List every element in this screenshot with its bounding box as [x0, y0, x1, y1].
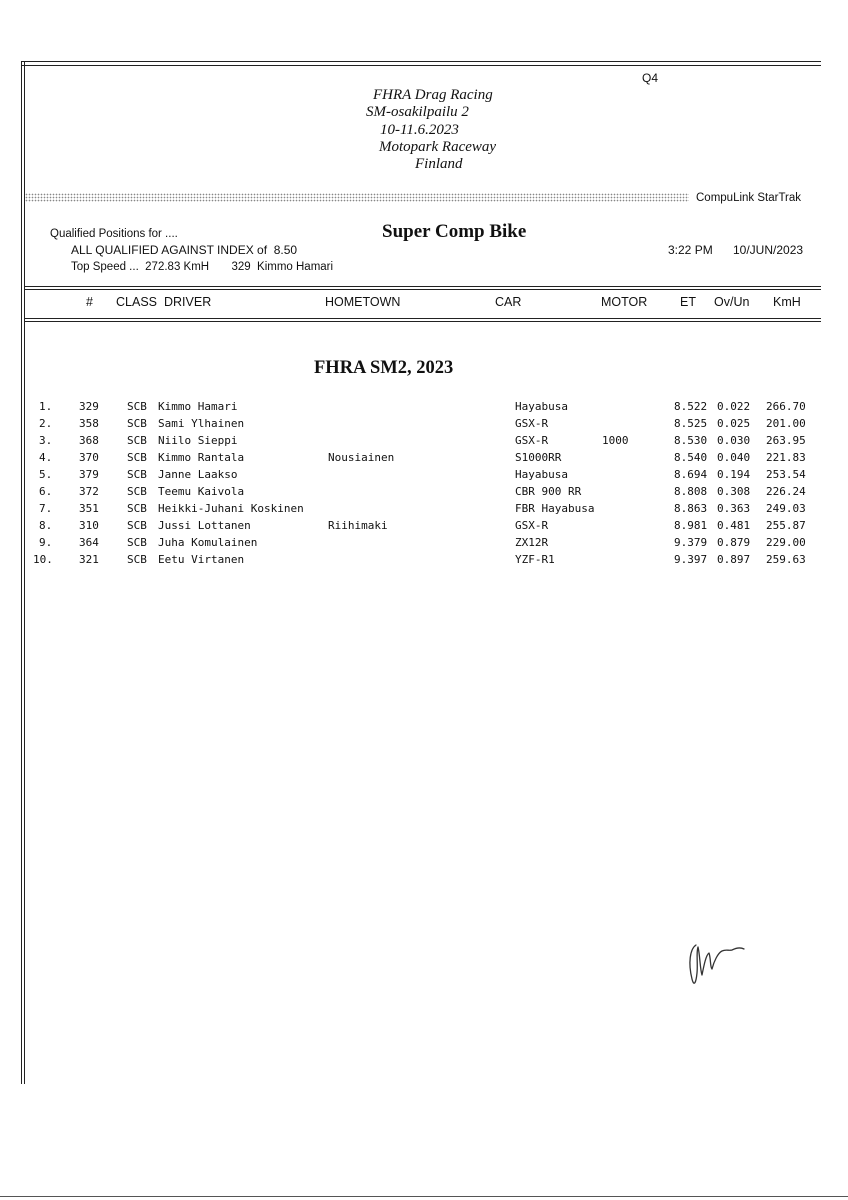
row-driver: Kimmo Rantala — [158, 451, 245, 464]
col-header-kmh: KmH — [773, 295, 801, 309]
row-number: 329 — [79, 400, 99, 413]
row-position: 1. — [39, 400, 53, 413]
table-row — [0, 485, 848, 502]
frame-left-line — [21, 62, 22, 1084]
col-header-et: ET — [680, 295, 696, 309]
col-header-hometown: HOMETOWN — [325, 295, 401, 309]
row-et: 8.981 — [674, 519, 708, 532]
table-row — [0, 400, 848, 417]
row-number: 364 — [79, 536, 99, 549]
row-class: SCB — [127, 553, 147, 566]
row-position: 6. — [39, 485, 53, 498]
report-time: 3:22 PM — [668, 243, 713, 257]
index-line: ALL QUALIFIED AGAINST INDEX of 8.50 — [71, 243, 298, 257]
qualified-for-label: Qualified Positions for .... — [50, 228, 178, 240]
row-class: SCB — [127, 400, 147, 413]
frame-top-line-inner — [21, 65, 821, 66]
section-title: FHRA SM2, 2023 — [314, 358, 454, 378]
class-title: Super Comp Bike — [382, 221, 527, 242]
row-kmh: 226.24 — [766, 485, 806, 498]
frame-top-line — [21, 61, 821, 62]
row-class: SCB — [127, 451, 147, 464]
row-number: 379 — [79, 468, 99, 481]
row-et: 8.522 — [674, 400, 708, 413]
row-driver: Janne Laakso — [158, 468, 238, 481]
row-class: SCB — [127, 417, 147, 430]
row-ovun: 0.194 — [717, 468, 751, 481]
table-row — [0, 553, 848, 570]
row-et: 8.525 — [674, 417, 708, 430]
col-header-driver: DRIVER — [164, 295, 212, 309]
row-ovun: 0.022 — [717, 400, 751, 413]
event-venue: Motopark Raceway — [379, 139, 497, 155]
row-car: S1000RR — [515, 451, 562, 464]
row-number: 370 — [79, 451, 99, 464]
q-label: Q4 — [642, 71, 659, 85]
event-subtitle: SM-osakilpailu 2 — [366, 104, 469, 120]
page-bottom-edge — [0, 1196, 848, 1197]
row-position: 10. — [33, 553, 53, 566]
row-ovun: 0.363 — [717, 502, 751, 515]
row-ovun: 0.879 — [717, 536, 751, 549]
top-speed-line: Top Speed ... 272.83 KmH 329 Kimmo Hamari — [71, 261, 334, 273]
header-rule-top-2 — [24, 289, 821, 290]
row-et: 8.530 — [674, 434, 708, 447]
row-driver: Niilo Sieppi — [158, 434, 238, 447]
row-car: GSX-R — [515, 417, 549, 430]
header-rule-top — [24, 286, 821, 287]
row-number: 310 — [79, 519, 99, 532]
row-car: CBR 900 RR — [515, 485, 582, 498]
row-driver: Juha Komulainen — [158, 536, 258, 549]
table-row — [0, 519, 848, 536]
table-row — [0, 417, 848, 434]
row-ovun: 0.481 — [717, 519, 751, 532]
row-driver: Jussi Lottanen — [158, 519, 251, 532]
col-header-num: # — [86, 295, 93, 309]
row-ovun: 0.030 — [717, 434, 751, 447]
row-number: 368 — [79, 434, 99, 447]
col-header-car: CAR — [495, 295, 522, 309]
report-date: 10/JUN/2023 — [733, 243, 804, 257]
row-kmh: 221.83 — [766, 451, 806, 464]
table-row — [0, 451, 848, 468]
row-car: Hayabusa — [515, 400, 568, 413]
event-dates: 10-11.6.2023 — [380, 122, 459, 138]
row-et: 8.863 — [674, 502, 708, 515]
row-ovun: 0.040 — [717, 451, 751, 464]
table-row — [0, 434, 848, 451]
event-country: Finland — [415, 156, 463, 172]
row-et: 8.694 — [674, 468, 708, 481]
row-class: SCB — [127, 485, 147, 498]
row-kmh: 266.70 — [766, 400, 806, 413]
header-rule-bottom-2 — [24, 321, 821, 322]
row-position: 5. — [39, 468, 53, 481]
dotted-separator — [25, 193, 689, 202]
row-car: YZF-R1 — [515, 553, 555, 566]
row-ovun: 0.308 — [717, 485, 751, 498]
row-car: GSX-R — [515, 519, 549, 532]
col-header-ovun: Ov/Un — [714, 295, 750, 309]
row-car: ZX12R — [515, 536, 549, 549]
row-class: SCB — [127, 502, 147, 515]
row-class: SCB — [127, 536, 147, 549]
row-class: SCB — [127, 468, 147, 481]
row-number: 372 — [79, 485, 99, 498]
header-rule-bottom — [24, 318, 821, 319]
table-row — [0, 502, 848, 519]
row-class: SCB — [127, 519, 147, 532]
col-header-class: CLASS — [116, 295, 157, 309]
row-position: 4. — [39, 451, 53, 464]
row-driver: Teemu Kaivola — [158, 485, 245, 498]
row-et: 9.379 — [674, 536, 708, 549]
row-kmh: 259.63 — [766, 553, 806, 566]
row-et: 9.397 — [674, 553, 708, 566]
row-number: 358 — [79, 417, 99, 430]
table-row — [0, 536, 848, 553]
table-row — [0, 468, 848, 485]
row-hometown: Nousiainen — [328, 451, 395, 464]
row-number: 351 — [79, 502, 99, 515]
row-ovun: 0.025 — [717, 417, 751, 430]
event-title: FHRA Drag Racing — [373, 87, 493, 103]
row-hometown: Riihimaki — [328, 519, 388, 532]
row-driver: Kimmo Hamari — [158, 400, 238, 413]
row-kmh: 263.95 — [766, 434, 806, 447]
row-car: FBR Hayabusa — [515, 502, 595, 515]
row-position: 3. — [39, 434, 53, 447]
branding-label: CompuLink StarTrak — [696, 192, 802, 204]
frame-left-line-inner — [24, 62, 25, 1084]
row-driver: Eetu Virtanen — [158, 553, 245, 566]
row-kmh: 201.00 — [766, 417, 806, 430]
row-class: SCB — [127, 434, 147, 447]
row-motor: 1000 — [602, 434, 629, 447]
row-driver: Sami Ylhainen — [158, 417, 245, 430]
row-ovun: 0.897 — [717, 553, 751, 566]
row-kmh: 229.00 — [766, 536, 806, 549]
row-position: 7. — [39, 502, 53, 515]
signature-image — [682, 935, 772, 995]
row-position: 9. — [39, 536, 53, 549]
row-kmh: 255.87 — [766, 519, 806, 532]
row-kmh: 249.03 — [766, 502, 806, 515]
row-et: 8.540 — [674, 451, 708, 464]
row-position: 8. — [39, 519, 53, 532]
row-number: 321 — [79, 553, 99, 566]
row-driver: Heikki-Juhani Koskinen — [158, 502, 304, 515]
row-kmh: 253.54 — [766, 468, 806, 481]
row-position: 2. — [39, 417, 53, 430]
row-car: GSX-R — [515, 434, 549, 447]
col-header-motor: MOTOR — [601, 295, 648, 309]
row-car: Hayabusa — [515, 468, 568, 481]
row-et: 8.808 — [674, 485, 708, 498]
